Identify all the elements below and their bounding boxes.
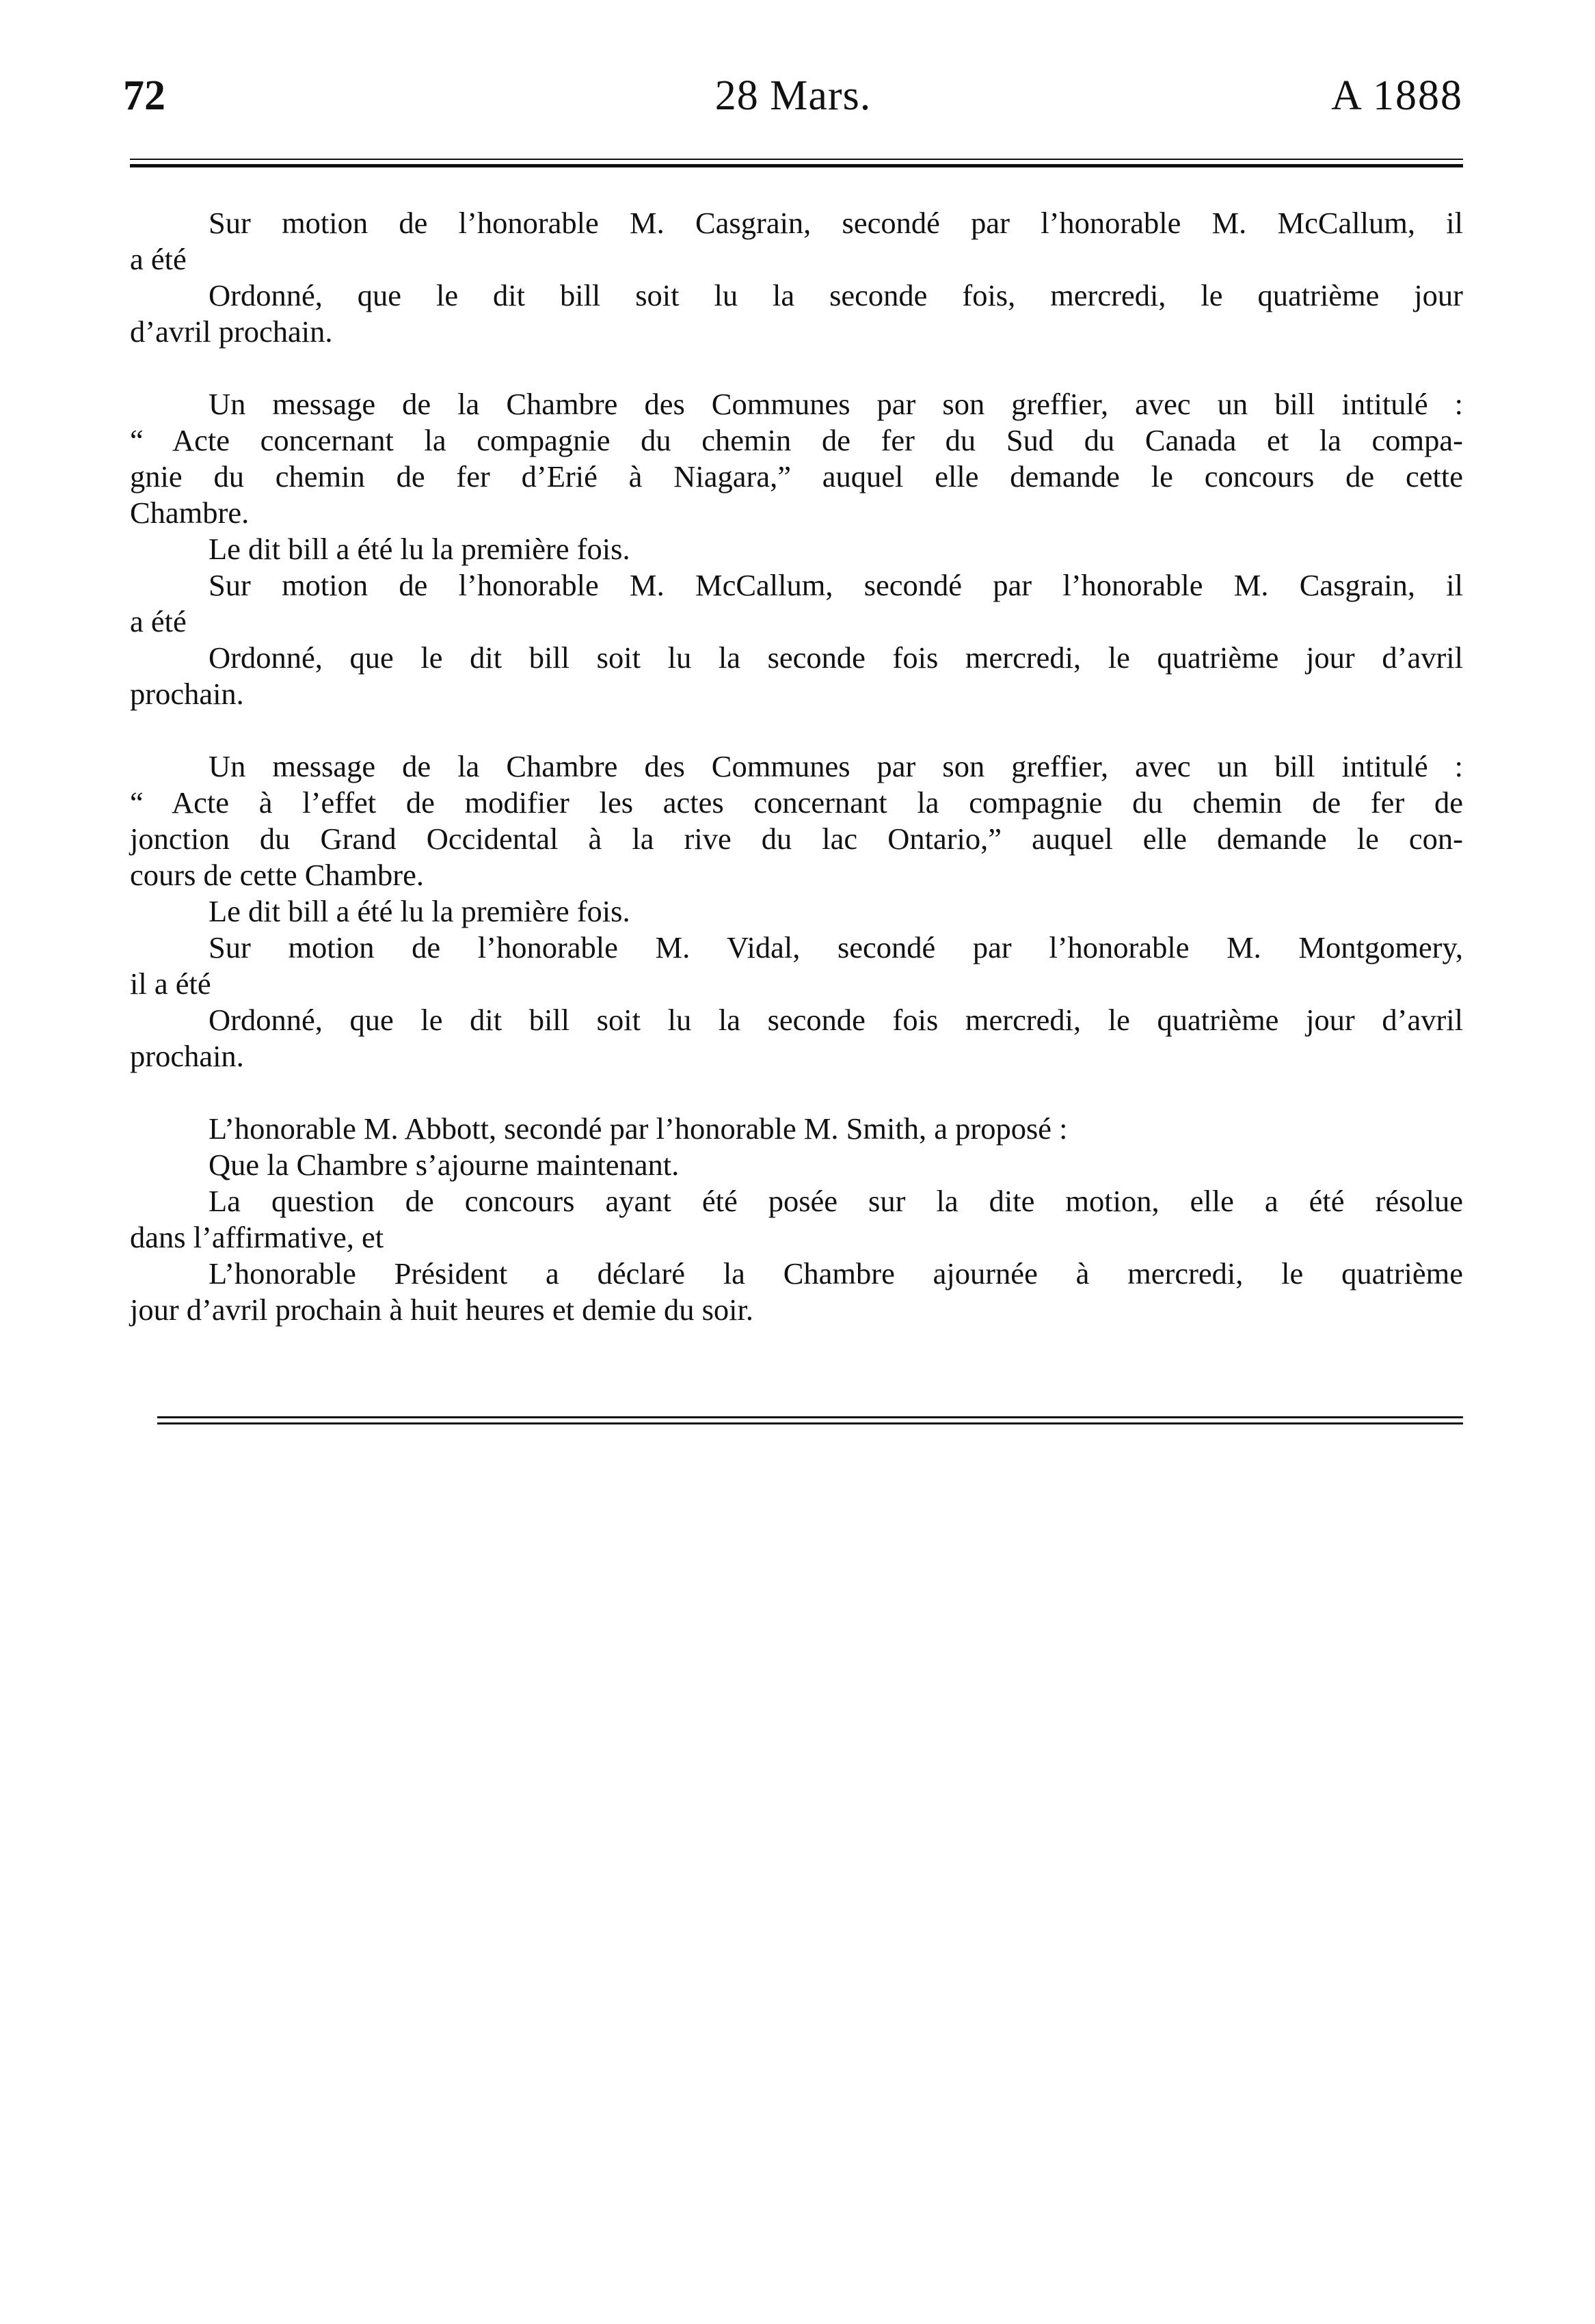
text-line: prochain.	[130, 1039, 244, 1073]
paragraph-gap	[130, 350, 1463, 386]
text-line: Le dit bill a été lu la première fois.	[209, 532, 630, 566]
text-line: d’avril prochain.	[130, 314, 333, 349]
footer-rule-bottom	[157, 1422, 1463, 1424]
text-line: Chambre.	[130, 496, 250, 530]
text-line: Ordonné, que le dit bill soit lu la seconde fois, mercredi, le quatrième jour	[209, 278, 1463, 312]
header-date: 28 Mars.	[714, 72, 872, 119]
text-line: dans l’affirmative, et	[130, 1220, 384, 1254]
text-line: Ordonné, que le dit bill soit lu la seconde fois mercredi, le quatrième jour d’avril	[209, 640, 1463, 675]
text-line: “ Acte à l’effet de modifier les actes concernant la compagnie du chemin de fer de	[130, 785, 1463, 820]
page-header	[123, 65, 1463, 126]
footer-rule-top	[157, 1416, 1463, 1418]
text-line: “ Acte concernant la compagnie du chemin de fer du Sud du Canada et la compa-	[130, 423, 1463, 457]
text-line: a été	[130, 604, 187, 638]
text-line: Le dit bill a été lu la première fois.	[209, 894, 630, 928]
text-line: cours de cette Chambre.	[130, 858, 424, 892]
footer-rules	[157, 1416, 1463, 1424]
document-body	[130, 205, 1463, 1328]
text-line: La question de concours ayant été posée sur la dite motion, elle a été résolue	[209, 1184, 1463, 1218]
page-number: 72	[123, 72, 165, 119]
text-line: Que la Chambre s’ajourne maintenant.	[209, 1148, 680, 1182]
paragraph-gap	[130, 712, 1463, 748]
text-line: L’honorable M. Abbott, secondé par l’honorable M. Smith, a proposé :	[209, 1111, 1068, 1146]
header-rule-bottom	[130, 164, 1463, 167]
text-line: jonction du Grand Occidental à la rive du lac Ontario,” auquel elle demande le con-	[130, 822, 1463, 856]
text-line: Sur motion de l’honorable M. Vidal, secondé par l’honorable M. Montgomery,	[209, 930, 1463, 964]
paragraph-p4	[130, 1111, 1463, 1328]
paragraph-p1	[130, 205, 1463, 350]
text-line: Sur motion de l’honorable M. McCallum, secondé par l’honorable M. Casgrain, il	[209, 568, 1463, 602]
text-line: gnie du chemin de fer d’Erié à Niagara,” auquel elle demande le concours de cette	[130, 459, 1463, 494]
header-year: A 1888	[1331, 72, 1463, 119]
text-line: Un message de la Chambre des Communes par son greffier, avec un bill intitulé :	[209, 387, 1463, 421]
text-line: Un message de la Chambre des Communes par son greffier, avec un bill intitulé :	[209, 749, 1463, 783]
header-rule-top	[130, 159, 1463, 160]
text-line: a été	[130, 242, 187, 276]
text-line: jour d’avril prochain à huit heures et demie du soir.	[130, 1293, 753, 1327]
text-line: Sur motion de l’honorable M. Casgrain, secondé par l’honorable M. McCallum, il	[209, 206, 1463, 240]
text-line: Ordonné, que le dit bill soit lu la seconde fois mercredi, le quatrième jour d’avril	[209, 1003, 1463, 1037]
text-line: L’honorable Président a déclaré la Chambre ajournée à mercredi, le quatrième	[209, 1256, 1463, 1291]
paragraph-p2	[130, 386, 1463, 712]
paragraph-p3	[130, 748, 1463, 1075]
text-line: prochain.	[130, 677, 244, 711]
paragraph-gap	[130, 1075, 1463, 1111]
text-line: il a été	[130, 967, 211, 1001]
